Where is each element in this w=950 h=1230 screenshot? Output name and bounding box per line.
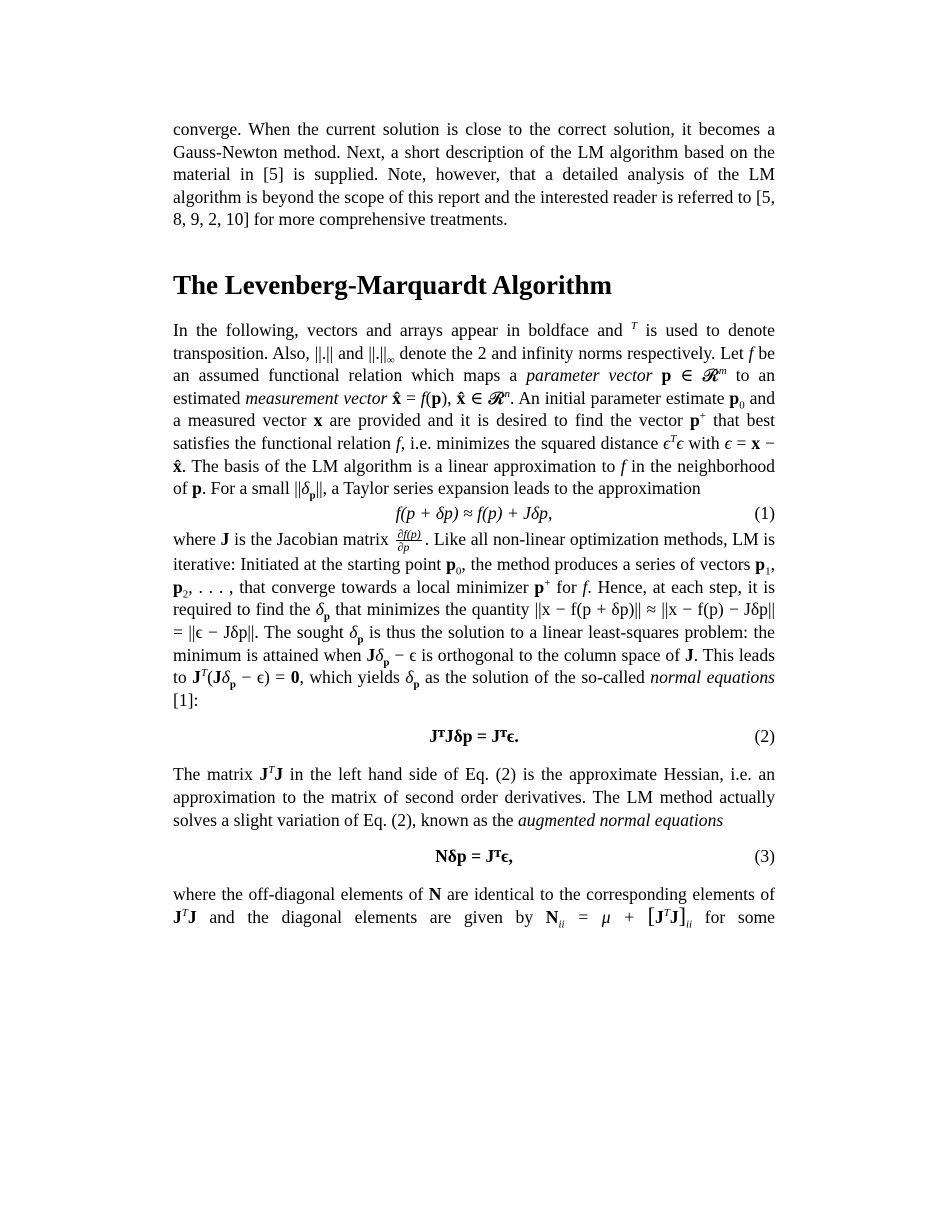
superscript: T bbox=[663, 906, 670, 919]
text: . Like all non-linear optimization methods, LM is iterative: Initiated at the starting point bbox=[173, 528, 775, 575]
text: denote the 2 and infinity norms respectively. Let bbox=[394, 342, 749, 363]
text: . Hence, at each step, it is required to find the bbox=[173, 576, 775, 620]
math-matrix: J bbox=[220, 528, 230, 549]
math-vector: x̂ bbox=[392, 387, 402, 408]
text: ||, a Taylor series expansion leads to the approximation bbox=[315, 478, 701, 499]
subscript: p bbox=[309, 489, 316, 502]
text: in the left hand side of Eq. (2) is the approximate Hessian, i.e. an approximation to the matrix of second order derivatives. The LM method actually solves a slight variation of Eq. (2), known as the bbox=[173, 764, 776, 830]
paragraph-3 bbox=[173, 763, 775, 831]
text: In the following, vectors and arrays appear in boldface and bbox=[173, 319, 631, 340]
math-matrix: J bbox=[212, 667, 222, 688]
equation-3 bbox=[173, 845, 775, 869]
math-vector: p bbox=[192, 478, 202, 499]
text: that minimizes the quantity ||x − f(p + δp)|| ≈ ||x − f(p) − Jδp|| = ||ϵ − Jδp||. The sought bbox=[173, 599, 775, 642]
text: ( bbox=[207, 667, 213, 688]
math-symbol: δ bbox=[301, 478, 310, 499]
text: is thus the solution to a linear least-squares problem: the minimum is attained when bbox=[173, 621, 775, 665]
text: − ϵ is orthogonal to the column space of bbox=[389, 644, 685, 665]
math-symbol: f bbox=[620, 455, 626, 476]
text: in the neighborhood of bbox=[173, 455, 775, 499]
text: is used to denote transposition. Also, ||.|| and ||.|| bbox=[173, 319, 775, 363]
intro-line-3: the material in [5] is supplied. Note, however, that a detailed analysis of the LM bbox=[173, 141, 775, 185]
math-symbol: f bbox=[582, 576, 588, 597]
math-matrix: J bbox=[259, 764, 269, 785]
bracket-open: [ bbox=[647, 902, 655, 928]
text: = bbox=[731, 432, 752, 453]
superscript: n bbox=[504, 387, 511, 400]
math-symbol: ϵ bbox=[724, 432, 732, 453]
math-vector: p bbox=[431, 387, 442, 408]
equation-3-number: (3) bbox=[754, 846, 775, 867]
subscript: p bbox=[323, 610, 331, 623]
subscript: 1 bbox=[765, 565, 771, 578]
superscript: T bbox=[630, 320, 638, 333]
fraction-numerator: ∂f(p) bbox=[397, 527, 421, 542]
text: = μ + bbox=[564, 906, 648, 927]
text: , i.e. minimizes the squared distance bbox=[400, 432, 664, 453]
math-vector: x̂ bbox=[173, 455, 182, 476]
text bbox=[652, 365, 661, 385]
subscript: ii bbox=[558, 918, 565, 931]
text: . An initial parameter estimate bbox=[510, 387, 730, 408]
superscript: T bbox=[268, 764, 275, 777]
text: . For a small || bbox=[201, 478, 302, 499]
text: [1]: bbox=[173, 689, 199, 710]
math-vector: x bbox=[313, 410, 323, 431]
math-vector: x̂ bbox=[456, 387, 466, 408]
subscript: ∞ bbox=[386, 354, 395, 367]
intro-line-1: converge. When the current solution is close to the correct solution, it becomes a bbox=[173, 119, 775, 139]
equation-1-body: f(p + δp) ≈ f(p) + Jδp, bbox=[395, 502, 553, 523]
math-matrix: J bbox=[187, 906, 197, 927]
text: . This leads to bbox=[173, 644, 776, 688]
math-matrix: J bbox=[669, 906, 679, 927]
superscript: m bbox=[718, 365, 727, 378]
math-matrix: N bbox=[428, 884, 442, 905]
text: where the off-diagonal elements of bbox=[173, 884, 429, 905]
subscript: p bbox=[383, 656, 390, 669]
equation-2-body: JᵀJδp = Jᵀϵ. bbox=[429, 726, 519, 747]
math-matrix: N bbox=[545, 906, 559, 927]
fraction-denominator: ∂p bbox=[397, 540, 410, 555]
math-matrix: J bbox=[654, 906, 664, 927]
emphasis: parameter vector bbox=[526, 365, 653, 386]
superscript: T bbox=[181, 906, 188, 919]
equation-3-body: Nδp = Jᵀϵ, bbox=[435, 846, 513, 867]
text: , the method produces a series of vectors bbox=[461, 554, 756, 575]
math-symbol: f bbox=[395, 432, 401, 453]
text: where bbox=[173, 528, 221, 549]
intro-line-2: Gauss-Newton method. Next, a short description of the LM algorithm based on bbox=[173, 141, 748, 162]
text: for bbox=[550, 576, 583, 597]
math-symbol: 𝓡 bbox=[702, 365, 719, 386]
subscript: 2 bbox=[182, 588, 189, 601]
math-symbol: f bbox=[420, 387, 426, 408]
math-matrix: J bbox=[366, 644, 376, 665]
superscript: T bbox=[670, 433, 677, 446]
math-vector: p bbox=[690, 410, 700, 431]
math-symbol: 𝓡 bbox=[488, 387, 505, 408]
equation-1 bbox=[173, 502, 775, 526]
superscript: + bbox=[544, 576, 551, 589]
emphasis: measurement vector bbox=[245, 387, 388, 408]
text: , . . . , that converge towards a local minimizer bbox=[188, 576, 535, 597]
paragraph-4 bbox=[173, 883, 775, 931]
text: is the Jacobian matrix bbox=[229, 528, 394, 549]
math-vector: p bbox=[661, 365, 672, 386]
text: The matrix bbox=[173, 764, 260, 785]
text: and the diagonal elements are given by bbox=[196, 906, 546, 927]
text: , which yields bbox=[299, 667, 406, 688]
text: ∈ bbox=[671, 365, 703, 386]
intro-line-5: [5, 8, 9, 2, 10] for more comprehensive treatments. bbox=[173, 186, 775, 230]
text: as the solution of the so-called bbox=[419, 667, 651, 688]
text: ∈ bbox=[465, 387, 489, 408]
subscript: 0 bbox=[739, 399, 745, 412]
math-vector: p bbox=[173, 576, 183, 597]
math-symbol: ϵ bbox=[663, 432, 671, 453]
text: . The basis of the LM algorithm is a linear approximation to bbox=[181, 455, 621, 476]
math-symbol: δ bbox=[221, 667, 230, 688]
math-vector: x bbox=[751, 432, 761, 453]
equation-1-number: (1) bbox=[754, 502, 775, 523]
text: = bbox=[401, 387, 421, 408]
math-matrix: J bbox=[274, 764, 284, 785]
text: , bbox=[770, 554, 775, 575]
superscript: + bbox=[699, 410, 707, 423]
text: − ϵ) = bbox=[236, 667, 291, 688]
page-body bbox=[173, 118, 776, 931]
paragraph-1 bbox=[173, 319, 775, 500]
paragraph-2 bbox=[173, 528, 775, 712]
intro-line-4: algorithm is beyond the scope of this report and the interested reader is referred to bbox=[173, 186, 752, 207]
subscript: 0 bbox=[455, 565, 462, 578]
jacobian-fraction bbox=[396, 528, 421, 553]
math-matrix: J bbox=[684, 644, 694, 665]
intro-paragraph bbox=[173, 118, 775, 231]
text: for some bbox=[692, 906, 775, 927]
text: that best satisfies the functional relation bbox=[173, 410, 775, 453]
text: − bbox=[760, 432, 775, 453]
math-vector: p bbox=[729, 387, 740, 408]
math-symbol: δ bbox=[315, 599, 324, 620]
math-vector: p bbox=[534, 576, 545, 597]
subscript: ii bbox=[686, 918, 693, 931]
text: with bbox=[683, 432, 725, 453]
text: and a measured vector bbox=[173, 387, 775, 431]
section-heading: The Levenberg-Marquardt Algorithm bbox=[173, 269, 612, 300]
subscript: p bbox=[413, 678, 420, 691]
math-symbol: δ bbox=[349, 621, 358, 642]
math-symbol: δ bbox=[375, 644, 384, 665]
math-vector: 0 bbox=[290, 667, 300, 688]
bracket-close: ] bbox=[678, 902, 686, 928]
math-vector: p bbox=[446, 554, 456, 575]
text: are identical to the corresponding elements of bbox=[441, 884, 775, 905]
math-symbol: f bbox=[748, 342, 754, 363]
text: be an assumed functional relation which maps a bbox=[173, 342, 775, 386]
subscript: p bbox=[229, 678, 237, 691]
math-symbol: δ bbox=[405, 667, 414, 688]
math-symbol: ϵ bbox=[676, 432, 684, 453]
text: are provided and it is desired to find the vector bbox=[322, 410, 690, 431]
text: ), bbox=[441, 387, 457, 408]
equation-2 bbox=[173, 725, 775, 749]
emphasis: normal equations bbox=[650, 667, 775, 688]
subscript: p bbox=[357, 633, 364, 646]
text: ( bbox=[425, 387, 432, 408]
equation-2-number: (2) bbox=[754, 726, 775, 747]
text: to an estimated bbox=[173, 365, 776, 408]
emphasis: augmented normal equations bbox=[517, 809, 724, 830]
superscript: T bbox=[200, 667, 208, 680]
math-vector: p bbox=[755, 554, 766, 575]
math-matrix: J bbox=[173, 906, 182, 927]
math-matrix: J bbox=[192, 667, 201, 688]
